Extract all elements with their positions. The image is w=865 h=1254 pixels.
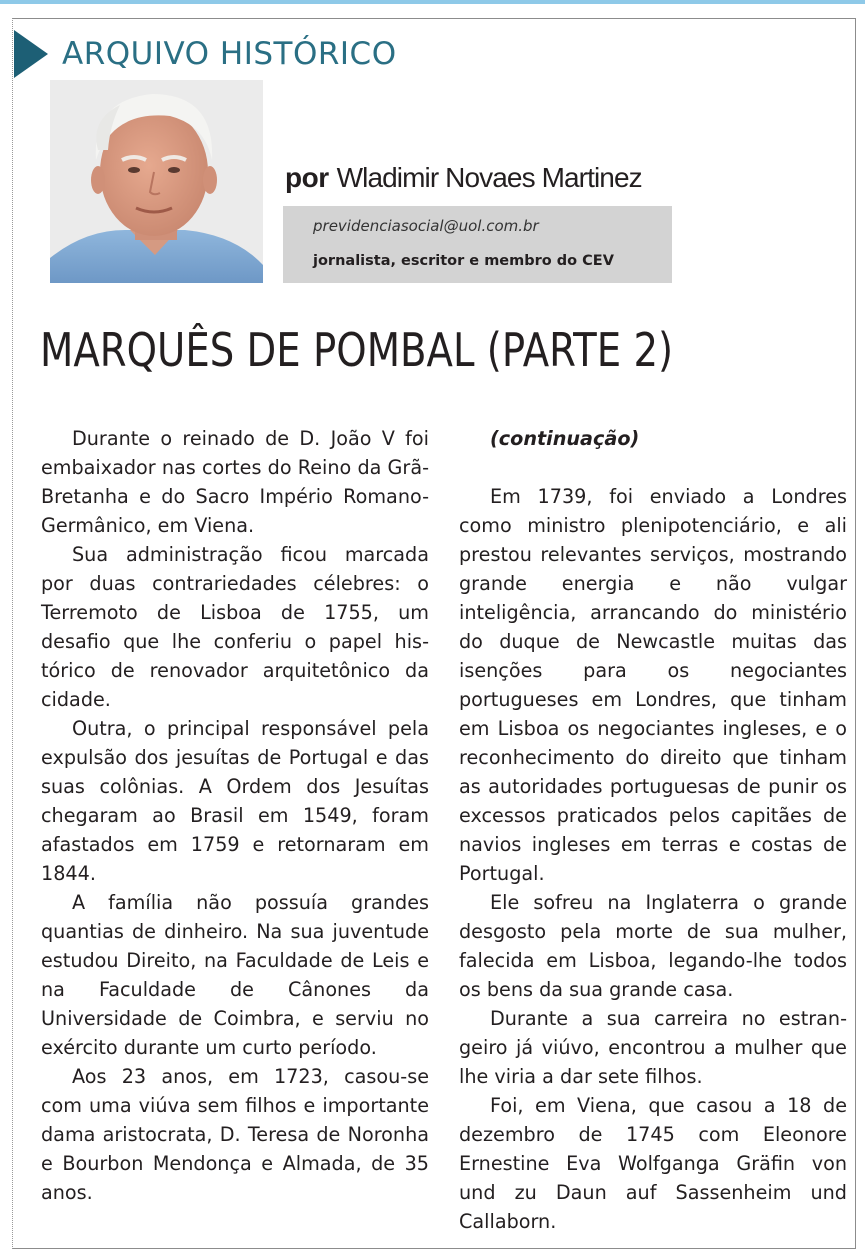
article-headline: MARQUÊS DE POMBAL (PARTE 2) [40, 323, 674, 377]
paragraph: Foi, em Viena, que casou a 18 de dezembro de 1745 com Eleonore Ernestine Eva Wolfganga Gräfin von und zu Daun auf Sassenheim und Callaborn. [459, 1094, 847, 1233]
author-email[interactable]: previdenciasocial@uol.com.br [313, 217, 539, 235]
author-name: Wladimir Novaes Martinez [336, 162, 642, 193]
author-photo [50, 80, 263, 283]
article-column-left [41, 424, 429, 1207]
byline-prefix: por [285, 162, 329, 193]
paragraph: Durante o reinado de D. João V foi embaixador nas cortes do Reino da Grã-Bretanha e do Sacro Império Romano-Germânico, em Viena. [41, 427, 429, 537]
top-color-strip [0, 0, 865, 4]
section-arrow-icon [14, 30, 48, 78]
paragraph: Outra, o principal responsável pela expulsão dos jesuítas de Portugal e das suas colônias. A Ordem dos Jesuítas chegaram ao Brasil em 1549, foram afastados em 1759 e retornaram em 1844. [41, 717, 429, 885]
section-title: ARQUIVO HISTÓRICO [62, 36, 397, 72]
paragraph: Durante a sua carreira no estrangeiro já viúvo, encontrou a mulher que lhe viria a dar sete filhos. [459, 1007, 847, 1088]
paragraph: Sua administração ficou marcada por duas contrariedades célebres: o Terremoto de Lisboa de 1755, um desafio que lhe conferiu o papel histórico de renovador arquitetônico da cidade. [41, 543, 429, 711]
author-portrait-icon [50, 80, 263, 283]
paragraph: Ele sofreu na Inglaterra o grande desgosto pela morte de sua mulher, falecida em Lisboa, legando-lhe todos os bens da sua grande casa. [459, 891, 847, 1001]
author-info-box [283, 206, 672, 283]
continuation-label: (continuação) [490, 427, 640, 450]
paragraph: Aos 23 anos, em 1723, casou-se com uma viúva sem filhos e importante dama aristocrata, D. Teresa de Noronha e Bourbon Mendonça e Almada, de 35 anos. [41, 1065, 429, 1204]
article-column-right [459, 424, 847, 1236]
author-byline [285, 158, 642, 198]
paragraph: A família não possuía grandes quantias de dinheiro. Na sua juventude estudou Direito, na Faculdade de Leis e na Faculdade de Cânones da Universidade de Coimbra, e serviu no exército durante um curto período. [41, 891, 429, 1059]
author-role: jornalista, escritor e membro do CEV [313, 253, 614, 269]
paragraph: Em 1739, foi enviado a Londres como ministro plenipotenciário, e ali prestou relevantes serviços, mostrando grande energia e não vulgar inteligência, arrancando do ministério do duque de Newcastle muitas das isenções para os negociantes portugueses em Londres, que tinham em Lisboa os negociantes ingleses, e o reconhecimento do direito que tinham as autoridades portuguesas de punir os excessos praticados pelos capitães de navios ingleses em terras e costas de Portugal. [459, 485, 847, 885]
